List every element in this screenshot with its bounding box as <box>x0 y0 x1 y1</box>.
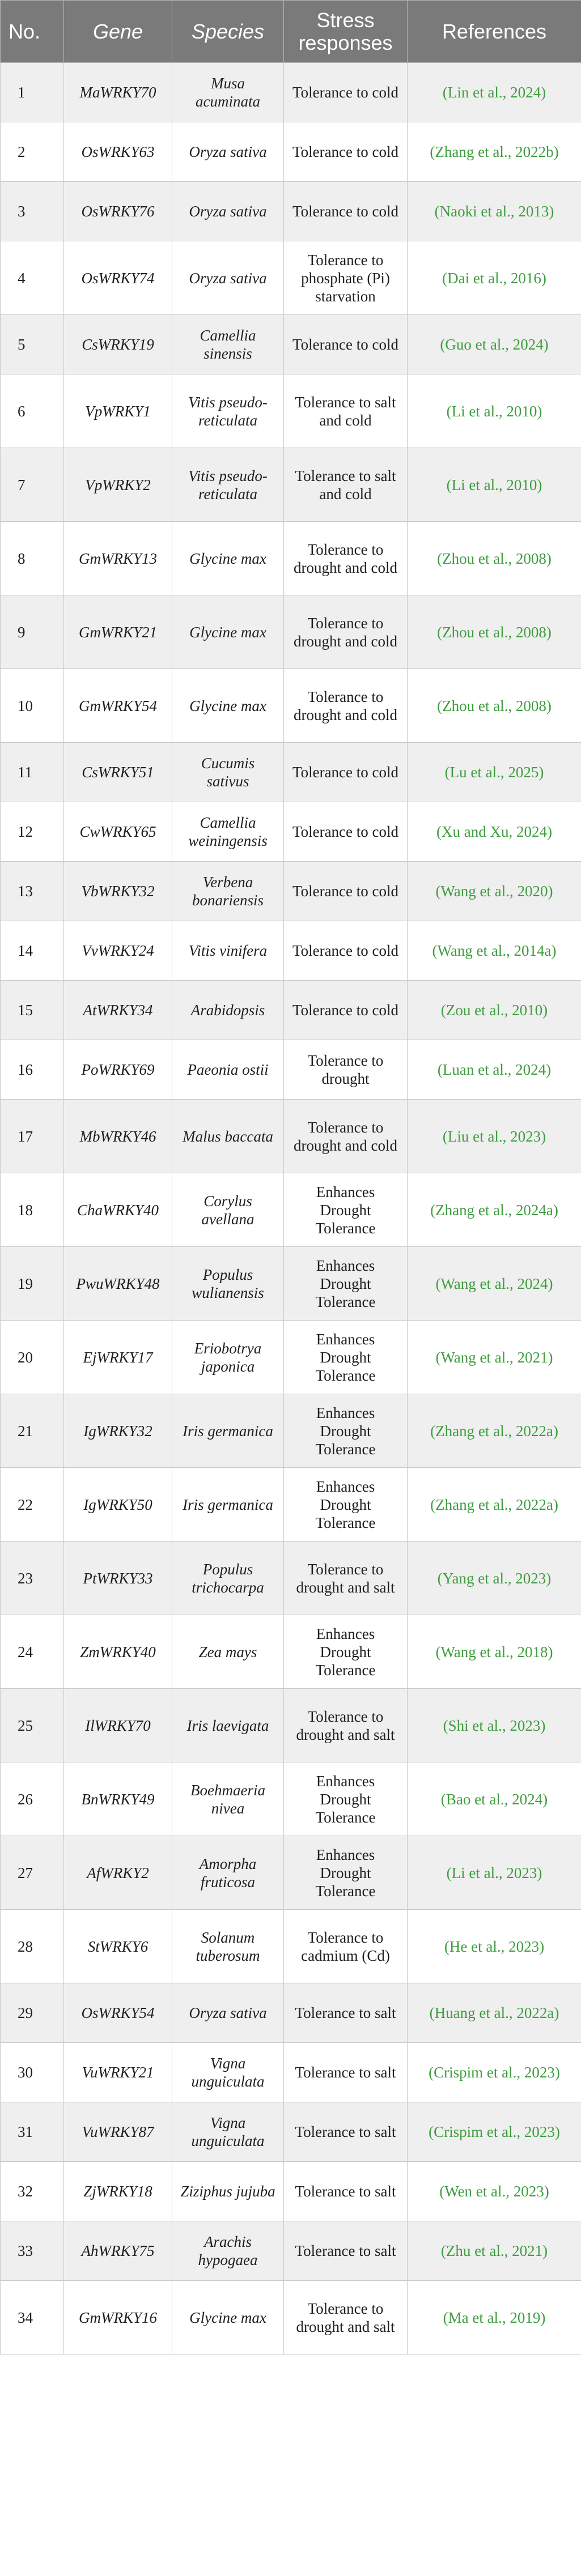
cell-no: 11 <box>1 743 64 802</box>
cell-reference[interactable]: (Wen et al., 2023) <box>408 2162 581 2221</box>
cell-species: Glycine max <box>172 522 284 595</box>
cell-stress-response: Tolerance to drought and cold <box>284 522 408 595</box>
cell-reference[interactable]: (Guo et al., 2024) <box>408 315 581 374</box>
cell-species: Glycine max <box>172 669 284 743</box>
cell-no: 24 <box>1 1615 64 1689</box>
table-row <box>1 802 581 862</box>
table-row <box>1 241 581 315</box>
cell-gene: OsWRKY74 <box>64 241 172 315</box>
header-species: Species <box>172 1 284 63</box>
cell-gene: MbWRKY46 <box>64 1100 172 1173</box>
cell-gene: AfWRKY2 <box>64 1836 172 1910</box>
cell-no: 26 <box>1 1762 64 1836</box>
cell-no: 25 <box>1 1689 64 1762</box>
cell-species: Musa acuminata <box>172 63 284 122</box>
cell-species: Glycine max <box>172 2281 284 2354</box>
table-row <box>1 2281 581 2354</box>
cell-no: 7 <box>1 448 64 522</box>
cell-reference[interactable]: (Crispim et al., 2023) <box>408 2102 581 2162</box>
cell-stress-response: Tolerance to salt <box>284 2162 408 2221</box>
cell-stress-response: Tolerance to cold <box>284 63 408 122</box>
cell-no: 5 <box>1 315 64 374</box>
cell-gene: OsWRKY54 <box>64 1983 172 2043</box>
cell-no: 20 <box>1 1321 64 1394</box>
header-row <box>1 1 581 63</box>
cell-no: 29 <box>1 1983 64 2043</box>
table-row <box>1 1173 581 1247</box>
cell-gene: VuWRKY21 <box>64 2043 172 2102</box>
cell-species: Eriobotrya japonica <box>172 1321 284 1394</box>
cell-reference[interactable]: (Li et al., 2023) <box>408 1836 581 1910</box>
cell-reference[interactable]: (Wang et al., 2014a) <box>408 921 581 981</box>
header-no: No. <box>1 1 64 63</box>
cell-species: Arachis hypogaea <box>172 2221 284 2281</box>
cell-species: Oryza sativa <box>172 1983 284 2043</box>
cell-reference[interactable]: (Crispim et al., 2023) <box>408 2043 581 2102</box>
cell-gene: GmWRKY13 <box>64 522 172 595</box>
cell-gene: StWRKY6 <box>64 1910 172 1983</box>
cell-species: Vigna unguiculata <box>172 2102 284 2162</box>
cell-species: Oryza sativa <box>172 241 284 315</box>
cell-no: 4 <box>1 241 64 315</box>
cell-gene: MaWRKY70 <box>64 63 172 122</box>
cell-species: Ziziphus jujuba <box>172 2162 284 2221</box>
cell-no: 14 <box>1 921 64 981</box>
cell-stress-response: Tolerance to salt and cold <box>284 448 408 522</box>
table-row <box>1 182 581 241</box>
table-body <box>1 63 581 2354</box>
cell-species: Iris laevigata <box>172 1689 284 1762</box>
cell-species: Populus wulianensis <box>172 1247 284 1321</box>
cell-no: 33 <box>1 2221 64 2281</box>
cell-reference[interactable]: (Lu et al., 2025) <box>408 743 581 802</box>
cell-gene: AtWRKY34 <box>64 981 172 1040</box>
cell-no: 22 <box>1 1468 64 1542</box>
cell-stress-response: Tolerance to drought and cold <box>284 1100 408 1173</box>
table-row <box>1 1689 581 1762</box>
cell-no: 17 <box>1 1100 64 1173</box>
table-row <box>1 315 581 374</box>
cell-gene: AhWRKY75 <box>64 2221 172 2281</box>
cell-species: Verbena bonariensis <box>172 862 284 921</box>
table-row <box>1 1836 581 1910</box>
cell-reference[interactable]: (Zhang et al., 2022a) <box>408 1394 581 1468</box>
cell-reference[interactable]: (Liu et al., 2023) <box>408 1100 581 1173</box>
cell-stress-response: Tolerance to cold <box>284 802 408 862</box>
table-row <box>1 1983 581 2043</box>
table-row <box>1 1615 581 1689</box>
cell-gene: GmWRKY54 <box>64 669 172 743</box>
cell-reference[interactable]: (Li et al., 2010) <box>408 374 581 448</box>
cell-stress-response: Tolerance to drought and salt <box>284 1689 408 1762</box>
cell-gene: GmWRKY16 <box>64 2281 172 2354</box>
cell-species: Zea mays <box>172 1615 284 1689</box>
cell-gene: BnWRKY49 <box>64 1762 172 1836</box>
cell-no: 28 <box>1 1910 64 1983</box>
cell-stress-response: Tolerance to cold <box>284 182 408 241</box>
cell-species: Paeonia ostii <box>172 1040 284 1100</box>
cell-gene: VpWRKY1 <box>64 374 172 448</box>
cell-no: 6 <box>1 374 64 448</box>
cell-gene: ZjWRKY18 <box>64 2162 172 2221</box>
cell-no: 10 <box>1 669 64 743</box>
cell-no: 2 <box>1 122 64 182</box>
cell-no: 30 <box>1 2043 64 2102</box>
table-row <box>1 522 581 595</box>
cell-reference[interactable]: (Naoki et al., 2013) <box>408 182 581 241</box>
cell-gene: GmWRKY21 <box>64 595 172 669</box>
cell-reference[interactable]: (Wang et al., 2020) <box>408 862 581 921</box>
cell-gene: VvWRKY24 <box>64 921 172 981</box>
cell-stress-response: Tolerance to cold <box>284 315 408 374</box>
cell-no: 31 <box>1 2102 64 2162</box>
table-row <box>1 1542 581 1615</box>
cell-no: 12 <box>1 802 64 862</box>
cell-stress-response: Tolerance to salt <box>284 2043 408 2102</box>
cell-no: 1 <box>1 63 64 122</box>
cell-reference[interactable]: (Wang et al., 2021) <box>408 1321 581 1394</box>
cell-species: Amorpha fruticosa <box>172 1836 284 1910</box>
cell-species: Malus baccata <box>172 1100 284 1173</box>
cell-gene: ChaWRKY40 <box>64 1173 172 1247</box>
cell-stress-response: Enhances Drought Tolerance <box>284 1321 408 1394</box>
cell-stress-response: Tolerance to drought <box>284 1040 408 1100</box>
cell-reference[interactable]: (Zhou et al., 2008) <box>408 595 581 669</box>
cell-stress-response: Tolerance to cadmium (Cd) <box>284 1910 408 1983</box>
cell-gene: CsWRKY19 <box>64 315 172 374</box>
table-row <box>1 595 581 669</box>
cell-stress-response: Enhances Drought Tolerance <box>284 1173 408 1247</box>
table-row <box>1 2102 581 2162</box>
cell-no: 15 <box>1 981 64 1040</box>
cell-reference[interactable]: (Zhou et al., 2008) <box>408 522 581 595</box>
cell-gene: PtWRKY33 <box>64 1542 172 1615</box>
table-row <box>1 921 581 981</box>
table-row <box>1 1040 581 1100</box>
cell-gene: OsWRKY63 <box>64 122 172 182</box>
cell-stress-response: Tolerance to salt and cold <box>284 374 408 448</box>
table-row <box>1 743 581 802</box>
cell-gene: IgWRKY32 <box>64 1394 172 1468</box>
cell-species: Vitis vinifera <box>172 921 284 981</box>
cell-gene: OsWRKY76 <box>64 182 172 241</box>
table-row <box>1 2221 581 2281</box>
cell-species: Boehmaeria nivea <box>172 1762 284 1836</box>
cell-reference[interactable]: (Zhou et al., 2008) <box>408 669 581 743</box>
table-row <box>1 1247 581 1321</box>
cell-reference[interactable]: (Shi et al., 2023) <box>408 1689 581 1762</box>
cell-no: 19 <box>1 1247 64 1321</box>
header-gene: Gene <box>64 1 172 63</box>
cell-stress-response: Tolerance to drought and cold <box>284 669 408 743</box>
cell-reference[interactable]: (Zhang et al., 2022b) <box>408 122 581 182</box>
cell-no: 21 <box>1 1394 64 1468</box>
cell-stress-response: Enhances Drought Tolerance <box>284 1247 408 1321</box>
cell-reference[interactable]: (Luan et al., 2024) <box>408 1040 581 1100</box>
table-row <box>1 1762 581 1836</box>
cell-gene: EjWRKY17 <box>64 1321 172 1394</box>
cell-reference[interactable]: (Huang et al., 2022a) <box>408 1983 581 2043</box>
cell-species: Vitis pseudo-reticulata <box>172 448 284 522</box>
cell-species: Oryza sativa <box>172 122 284 182</box>
table-row <box>1 122 581 182</box>
cell-reference[interactable]: (Zhang et al., 2024a) <box>408 1173 581 1247</box>
cell-stress-response: Tolerance to phosphate (Pi) starvation <box>284 241 408 315</box>
table-row <box>1 1100 581 1173</box>
cell-species: Camellia weiningensis <box>172 802 284 862</box>
cell-stress-response: Tolerance to drought and cold <box>284 595 408 669</box>
cell-species: Glycine max <box>172 595 284 669</box>
cell-stress-response: Enhances Drought Tolerance <box>284 1394 408 1468</box>
cell-gene: VpWRKY2 <box>64 448 172 522</box>
cell-gene: PoWRKY69 <box>64 1040 172 1100</box>
cell-stress-response: Tolerance to cold <box>284 981 408 1040</box>
cell-reference[interactable]: (Zhang et al., 2022a) <box>408 1468 581 1542</box>
cell-stress-response: Tolerance to salt <box>284 2221 408 2281</box>
table-row <box>1 448 581 522</box>
cell-no: 13 <box>1 862 64 921</box>
cell-no: 18 <box>1 1173 64 1247</box>
table-row <box>1 1910 581 1983</box>
header-references: References <box>408 1 581 63</box>
table-header <box>1 1 581 63</box>
cell-species: Corylus avellana <box>172 1173 284 1247</box>
cell-species: Solanum tuberosum <box>172 1910 284 1983</box>
table-row <box>1 2043 581 2102</box>
cell-stress-response: Tolerance to drought and salt <box>284 2281 408 2354</box>
cell-stress-response: Tolerance to cold <box>284 862 408 921</box>
cell-stress-response: Enhances Drought Tolerance <box>284 1762 408 1836</box>
cell-gene: IgWRKY50 <box>64 1468 172 1542</box>
cell-no: 8 <box>1 522 64 595</box>
cell-reference[interactable]: (Wang et al., 2024) <box>408 1247 581 1321</box>
cell-reference[interactable]: (Yang et al., 2023) <box>408 1542 581 1615</box>
cell-species: Arabidopsis <box>172 981 284 1040</box>
table-row <box>1 1468 581 1542</box>
cell-gene: VuWRKY87 <box>64 2102 172 2162</box>
cell-reference[interactable]: (Dai et al., 2016) <box>408 241 581 315</box>
cell-no: 23 <box>1 1542 64 1615</box>
table-row <box>1 1321 581 1394</box>
table-row <box>1 2162 581 2221</box>
cell-stress-response: Tolerance to drought and salt <box>284 1542 408 1615</box>
cell-species: Iris germanica <box>172 1468 284 1542</box>
cell-reference[interactable]: (Ma et al., 2019) <box>408 2281 581 2354</box>
cell-gene: CwWRKY65 <box>64 802 172 862</box>
cell-species: Oryza sativa <box>172 182 284 241</box>
table-row <box>1 981 581 1040</box>
table-row <box>1 1394 581 1468</box>
cell-stress-response: Tolerance to salt <box>284 1983 408 2043</box>
cell-species: Camellia sinensis <box>172 315 284 374</box>
cell-reference[interactable]: (He et al., 2023) <box>408 1910 581 1983</box>
cell-reference[interactable]: (Wang et al., 2018) <box>408 1615 581 1689</box>
cell-no: 27 <box>1 1836 64 1910</box>
table-row <box>1 669 581 743</box>
table-row <box>1 374 581 448</box>
cell-species: Populus trichocarpa <box>172 1542 284 1615</box>
cell-reference[interactable]: (Lin et al., 2024) <box>408 63 581 122</box>
cell-gene: IlWRKY70 <box>64 1689 172 1762</box>
cell-reference[interactable]: (Li et al., 2010) <box>408 448 581 522</box>
table-row <box>1 862 581 921</box>
cell-stress-response: Tolerance to cold <box>284 921 408 981</box>
table-row <box>1 63 581 122</box>
cell-reference[interactable]: (Zou et al., 2010) <box>408 981 581 1040</box>
cell-species: Vigna unguiculata <box>172 2043 284 2102</box>
cell-stress-response: Tolerance to cold <box>284 122 408 182</box>
cell-no: 32 <box>1 2162 64 2221</box>
cell-gene: ZmWRKY40 <box>64 1615 172 1689</box>
cell-stress-response: Enhances Drought Tolerance <box>284 1836 408 1910</box>
cell-reference[interactable]: (Bao et al., 2024) <box>408 1762 581 1836</box>
cell-stress-response: Tolerance to cold <box>284 743 408 802</box>
cell-stress-response: Tolerance to salt <box>284 2102 408 2162</box>
cell-no: 9 <box>1 595 64 669</box>
header-stress-responses: Stress responses <box>284 1 408 63</box>
cell-no: 34 <box>1 2281 64 2354</box>
cell-no: 16 <box>1 1040 64 1100</box>
cell-stress-response: Enhances Drought Tolerance <box>284 1468 408 1542</box>
cell-species: Vitis pseudo-reticulata <box>172 374 284 448</box>
cell-species: Cucumis sativus <box>172 743 284 802</box>
cell-reference[interactable]: (Xu and Xu, 2024) <box>408 802 581 862</box>
cell-gene: CsWRKY51 <box>64 743 172 802</box>
cell-no: 3 <box>1 182 64 241</box>
cell-gene: PwuWRKY48 <box>64 1247 172 1321</box>
cell-reference[interactable]: (Zhu et al., 2021) <box>408 2221 581 2281</box>
cell-species: Iris germanica <box>172 1394 284 1468</box>
cell-gene: VbWRKY32 <box>64 862 172 921</box>
cell-stress-response: Enhances Drought Tolerance <box>284 1615 408 1689</box>
